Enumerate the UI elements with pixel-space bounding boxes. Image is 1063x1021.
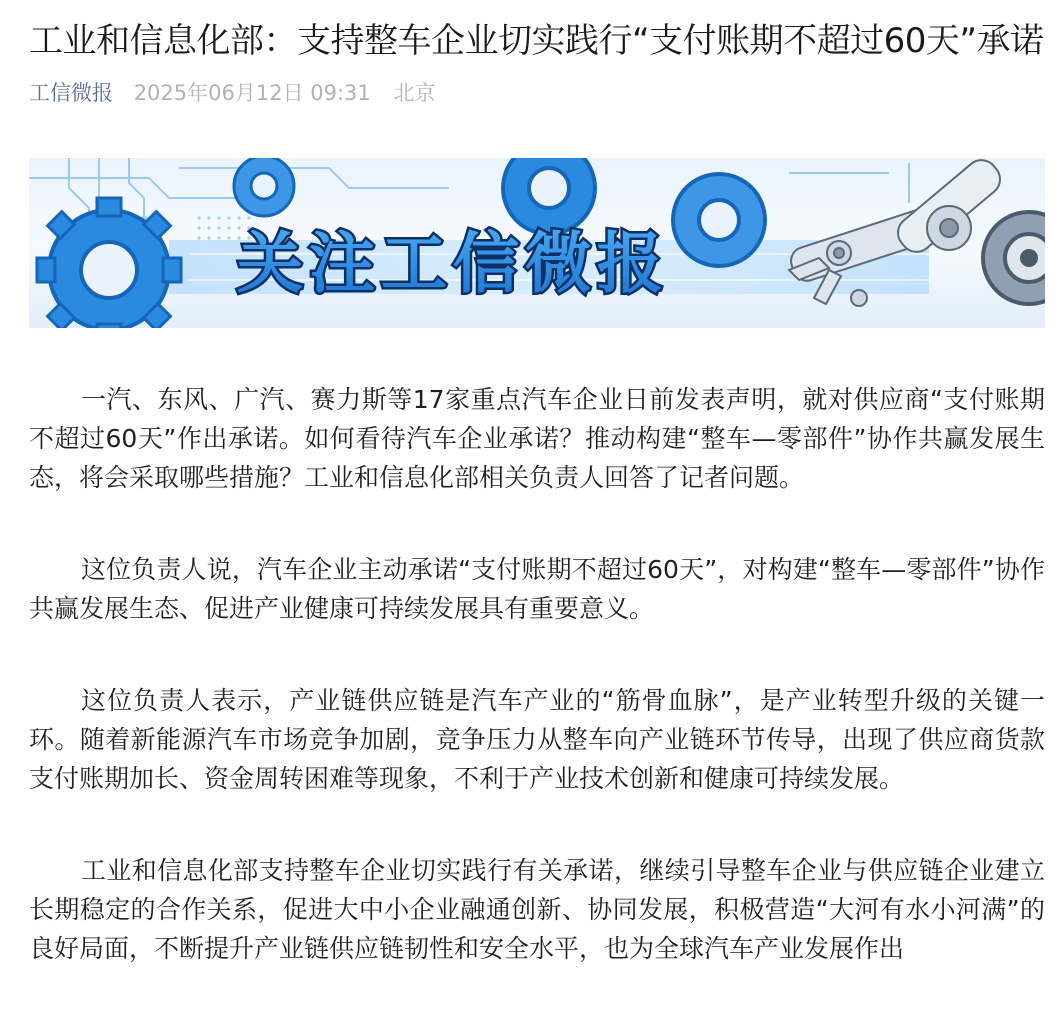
paragraph: 这位负责人说，汽车企业主动承诺“支付账期不超过60天”，对构建“整车—零部件”协作共赢发展生态、促进产业健康可持续发展具有重要意义。 xyxy=(29,555,1045,623)
publish-location: 北京 xyxy=(393,81,436,105)
banner-artwork xyxy=(29,158,1045,328)
gear-icon xyxy=(503,158,595,234)
article-body xyxy=(29,380,1045,1021)
gear-icon xyxy=(37,198,181,328)
banner-title-text: 关注工信微报 xyxy=(237,225,669,302)
paragraph: 这位负责人表示，产业链供应链是汽车产业的“筋骨血脉”，是产业转型升级的关键一环。随着新能源汽车市场竞争加剧，竞争压力从整车向产业链环节传导，出现了供应商货款支付账期加长、资金周转困难等现象，不利于产业技术创新和健康可持续发展。 xyxy=(29,686,1045,793)
gear-icon xyxy=(234,158,294,216)
publish-time: 2025年06月12日 09:31 xyxy=(133,81,371,105)
article-title: 工业和信息化部：支持整车企业切实践行“支付账期不超过60天”承诺 xyxy=(29,21,1044,61)
header-banner-image xyxy=(29,158,1045,328)
article-meta xyxy=(29,78,1045,108)
paragraph: 一汽、东风、广汽、赛力斯等17家重点汽车企业日前发表声明，就对供应商“支付账期不超过60天”作出承诺。如何看待汽车企业承诺？推动构建“整车—零部件”协作共赢发展生态，将会采取哪些措施？工业和信息化部相关负责人回答了记者问题。 xyxy=(29,385,1045,492)
gear-icon xyxy=(673,174,765,266)
paragraph: 工业和信息化部支持整车企业切实践行有关承诺，继续引导整车企业与供应链企业建立长期稳定的合作关系，促进大中小企业融通创新、协同发展，积极营造“大河有水小河满”的良好局面，不断提升产业链供应链韧性和安全水平，也为全球汽车产业发展作出 xyxy=(29,856,1045,963)
account-name-link[interactable]: 工信微报 xyxy=(29,81,113,105)
article xyxy=(29,0,1045,963)
